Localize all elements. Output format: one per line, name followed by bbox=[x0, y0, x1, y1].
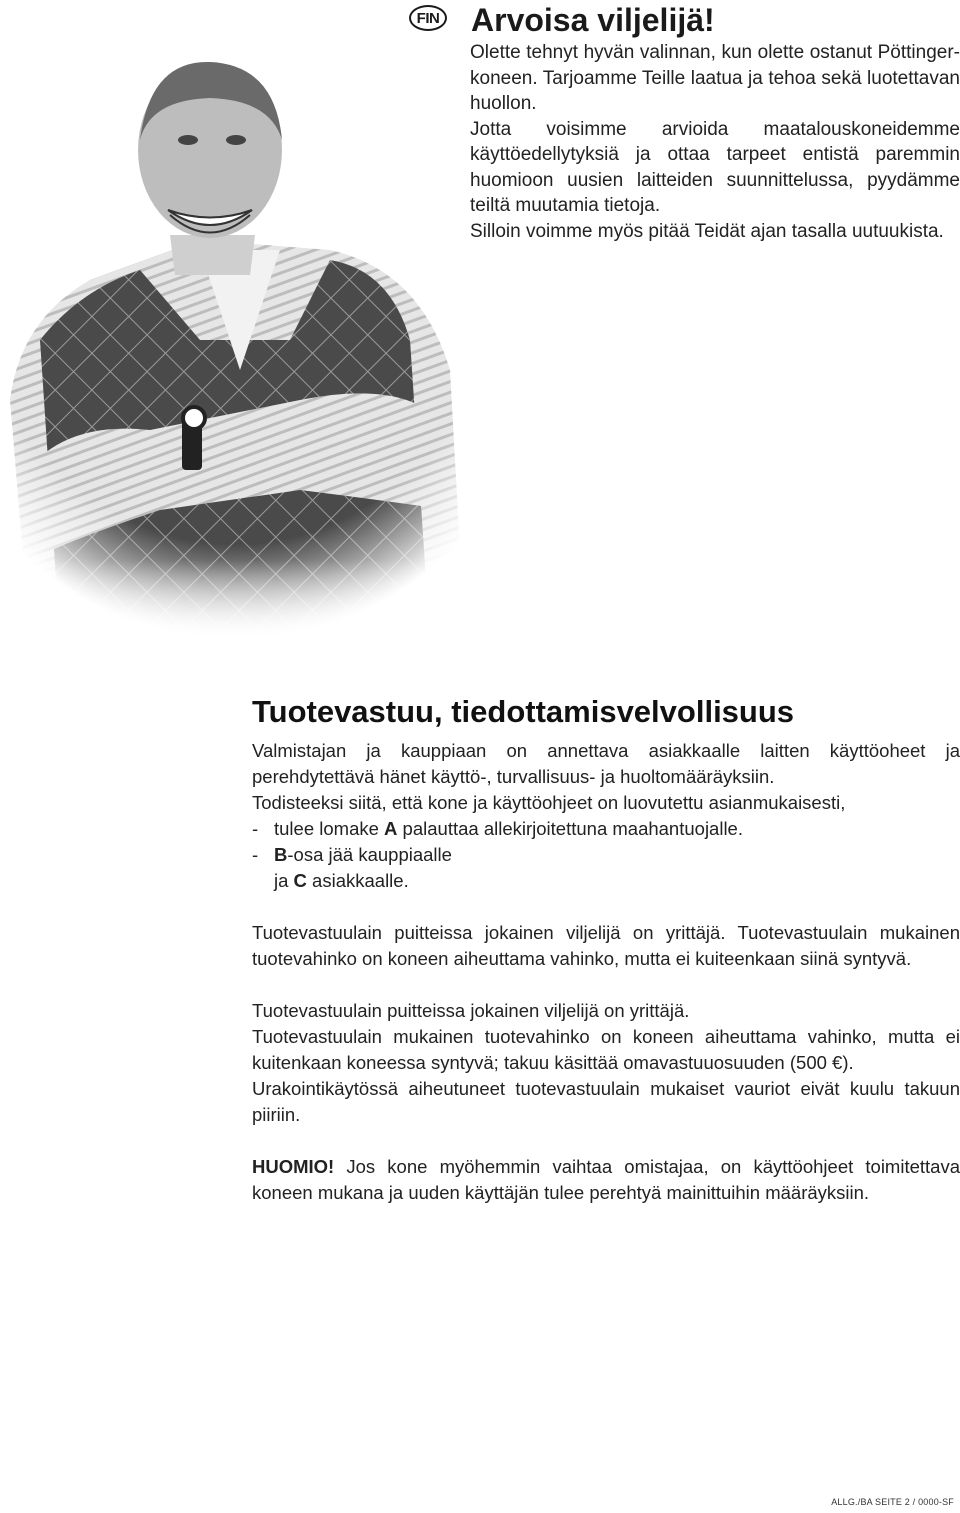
note-label: HUOMIO! bbox=[252, 1156, 335, 1177]
page-title: Arvoisa viljelijä! bbox=[471, 2, 715, 38]
form-c-label: C bbox=[293, 870, 307, 891]
section-paragraph: Tuotevastuulain puitteissa jokainen viljelijä on yrittäjä. Tuotevastuulain mukainen tuotevahinko on koneen aiheuttama vahinko, mutta ei kuiteenkaan siinä syntyvä. bbox=[252, 922, 960, 969]
list-item-text-part: ja bbox=[274, 870, 294, 891]
section-paragraph: Tuotevastuulain puitteissa jokainen viljelijä on yrittäjä. bbox=[252, 1000, 690, 1021]
product-liability-section bbox=[252, 690, 960, 1206]
list-item-text-part: tulee lomake bbox=[274, 818, 385, 839]
list-item-text-part: -osa jää kauppiaalle bbox=[287, 844, 452, 865]
page-footer-code: ALLG./BA SEITE 2 / 0000-SF bbox=[831, 1497, 954, 1507]
farmer-portrait-photo bbox=[0, 40, 470, 640]
language-badge-label: FIN bbox=[416, 9, 440, 27]
section-paragraph: Urakointikäytössä aiheutuneet tuotevastuulain mukaiset vauriot eivät kuulu takuun piiriin. bbox=[252, 1078, 960, 1125]
section-paragraph: Todisteeksi siitä, että kone ja käyttöohjeet on luovutettu asianmukaisesti, bbox=[252, 792, 846, 813]
note-text: Jos kone myöhemmin vaihtaa omistajaa, on käyttöohjeet toimitettava koneen mukana ja uuden käyttäjän tulee perehtyä mainittuihin määräyksiin. bbox=[252, 1156, 960, 1203]
section-paragraph: Valmistajan ja kauppiaan on annettava asiakkaalle laitten käyttöoheet ja perehdytettävä hänet käyttö-, turvallisuus- ja huoltomääräyksiin. bbox=[252, 740, 960, 787]
list-item-text bbox=[274, 842, 452, 868]
note-paragraph bbox=[252, 1154, 960, 1206]
intro-text bbox=[470, 40, 960, 244]
form-b-label: B bbox=[274, 844, 288, 865]
section-heading: Tuotevastuu, tiedottamisvelvollisuus bbox=[252, 694, 795, 729]
intro-paragraph: Silloin voimme myös pitää Teidät ajan tasalla uutuukista. bbox=[470, 220, 944, 242]
section-paragraph: Tuotevastuulain mukainen tuotevahinko on koneen aiheuttama vahinko, mutta ei kuitenkaan koneessa syntyvä; takuu käsittää omavastuuosuuden (500 €). bbox=[252, 1026, 960, 1073]
list-item-text bbox=[274, 816, 743, 842]
list-dash: - bbox=[252, 844, 259, 865]
language-badge bbox=[409, 5, 447, 31]
intro-paragraph: Jotta voisimme arvioida maatalouskoneidemme käyttöedellytyksiä ja ottaa tarpeet entistä paremmin huomioon uusien laitteiden suunnittelussa, pyydämme teiltä muutamia tietoja. bbox=[470, 118, 960, 216]
intro-paragraph: Olette tehnyt hyvän valinnan, kun olette ostanut Pöttinger-koneen. Tarjoamme Teille laatua ja tehoa sekä luotettavan huollon. bbox=[470, 42, 960, 114]
list-item bbox=[252, 842, 960, 868]
list-item bbox=[252, 816, 960, 842]
list-item-text-part: asiakkaalle. bbox=[306, 870, 409, 891]
list-item-text-part: palauttaa allekirjoitettuna maahantuojalle. bbox=[397, 818, 743, 839]
form-a-label: A bbox=[384, 818, 398, 839]
list-dash: - bbox=[252, 818, 259, 839]
list-item-continuation bbox=[252, 868, 960, 894]
